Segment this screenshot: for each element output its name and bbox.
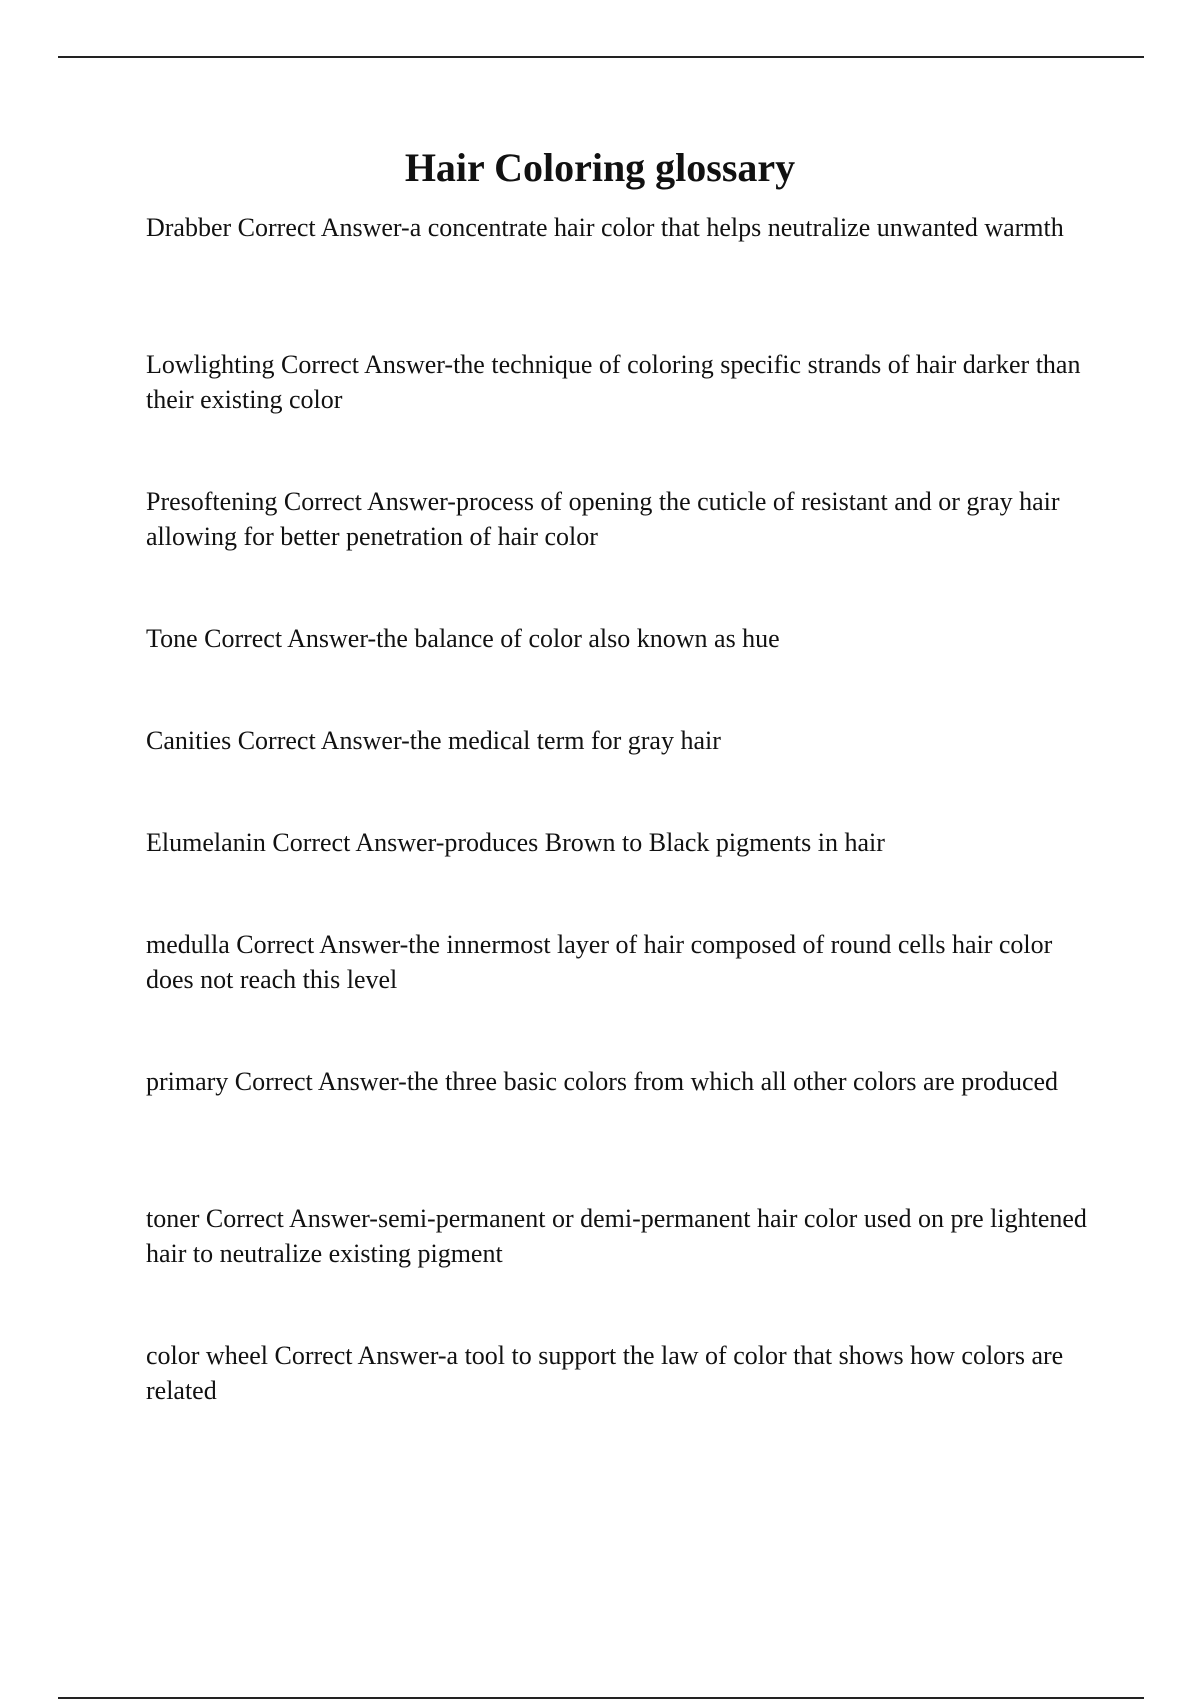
glossary-entry: Tone Correct Answer-the balance of color also known as hue xyxy=(146,624,780,653)
header-rule xyxy=(58,56,1144,58)
glossary-entry: primary Correct Answer-the three basic colors from which all other colors are produced xyxy=(146,1067,1059,1096)
glossary-entry: medulla Correct Answer-the innermost layer of hair composed of round cells hair color does not reach this level xyxy=(146,930,1053,994)
glossary-entry: Presoftening Correct Answer-process of opening the cuticle of resistant and or gray hair allowing for better penetration of hair color xyxy=(146,487,1060,551)
footer-rule xyxy=(58,1697,1144,1699)
page-title: Hair Coloring glossary xyxy=(404,145,796,190)
glossary-list xyxy=(146,210,1096,1475)
glossary-entry: Lowlighting Correct Answer-the technique of coloring specific strands of hair darker than their existing color xyxy=(146,350,1081,414)
glossary-entry: Elumelanin Correct Answer-produces Brown to Black pigments in hair xyxy=(146,828,885,857)
glossary-entry: Drabber Correct Answer-a concentrate hair color that helps neutralize unwanted warmth xyxy=(146,213,1064,242)
glossary-entry: toner Correct Answer-semi-permanent or demi-permanent hair color used on pre lightened hair to neutralize existing pigment xyxy=(146,1204,1087,1268)
glossary-entry: Canities Correct Answer-the medical term for gray hair xyxy=(146,726,721,755)
glossary-entry: color wheel Correct Answer-a tool to support the law of color that shows how colors are related xyxy=(146,1341,1064,1405)
